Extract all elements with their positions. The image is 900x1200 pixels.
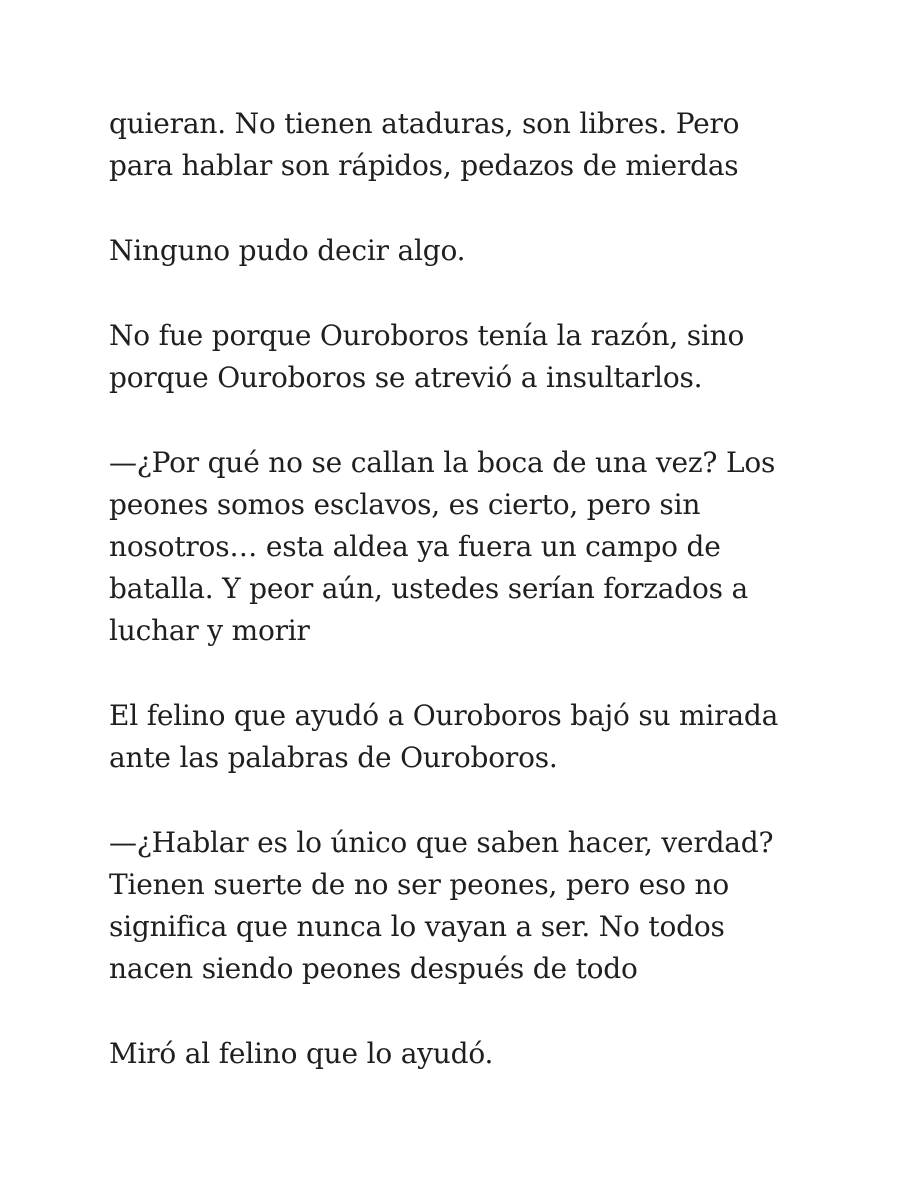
text-line: —¿Hablar es lo único que saben hacer, verdad? <box>109 826 774 859</box>
text-line: Miró al felino que lo ayudó. <box>109 1037 494 1070</box>
paragraph <box>109 230 809 272</box>
text-line: El felino que ayudó a Ouroboros bajó su mirada <box>109 699 779 732</box>
text-line: quieran. No tienen ataduras, son libres. Pero <box>109 107 740 140</box>
text-line: peones somos esclavos, es cierto, pero sin <box>109 488 701 521</box>
document-page <box>109 103 809 1118</box>
text-line: Tienen suerte de no ser peones, pero eso no <box>109 868 729 901</box>
text-line: batalla. Y peor aún, ustedes serían forzados a <box>109 572 749 605</box>
text-line: para hablar son rápidos, pedazos de mierdas <box>109 149 739 182</box>
paragraph <box>109 442 809 652</box>
text-line: porque Ouroboros se atrevió a insultarlos. <box>109 361 703 394</box>
paragraph <box>109 315 809 399</box>
paragraph <box>109 695 809 779</box>
text-line: No fue porque Ouroboros tenía la razón, sino <box>109 319 745 352</box>
text-line: nacen siendo peones después de todo <box>109 952 638 985</box>
paragraph <box>109 1033 809 1075</box>
text-line: —¿Por qué no se callan la boca de una vez? Los <box>109 446 776 479</box>
text-line: nosotros… esta aldea ya fuera un campo de <box>109 530 721 563</box>
text-line: significa que nunca lo vayan a ser. No todos <box>109 910 725 943</box>
paragraph <box>109 103 809 187</box>
text-line: ante las palabras de Ouroboros. <box>109 741 558 774</box>
text-line: Ninguno pudo decir algo. <box>109 234 466 267</box>
paragraph <box>109 822 809 990</box>
text-line: luchar y morir <box>109 614 310 647</box>
